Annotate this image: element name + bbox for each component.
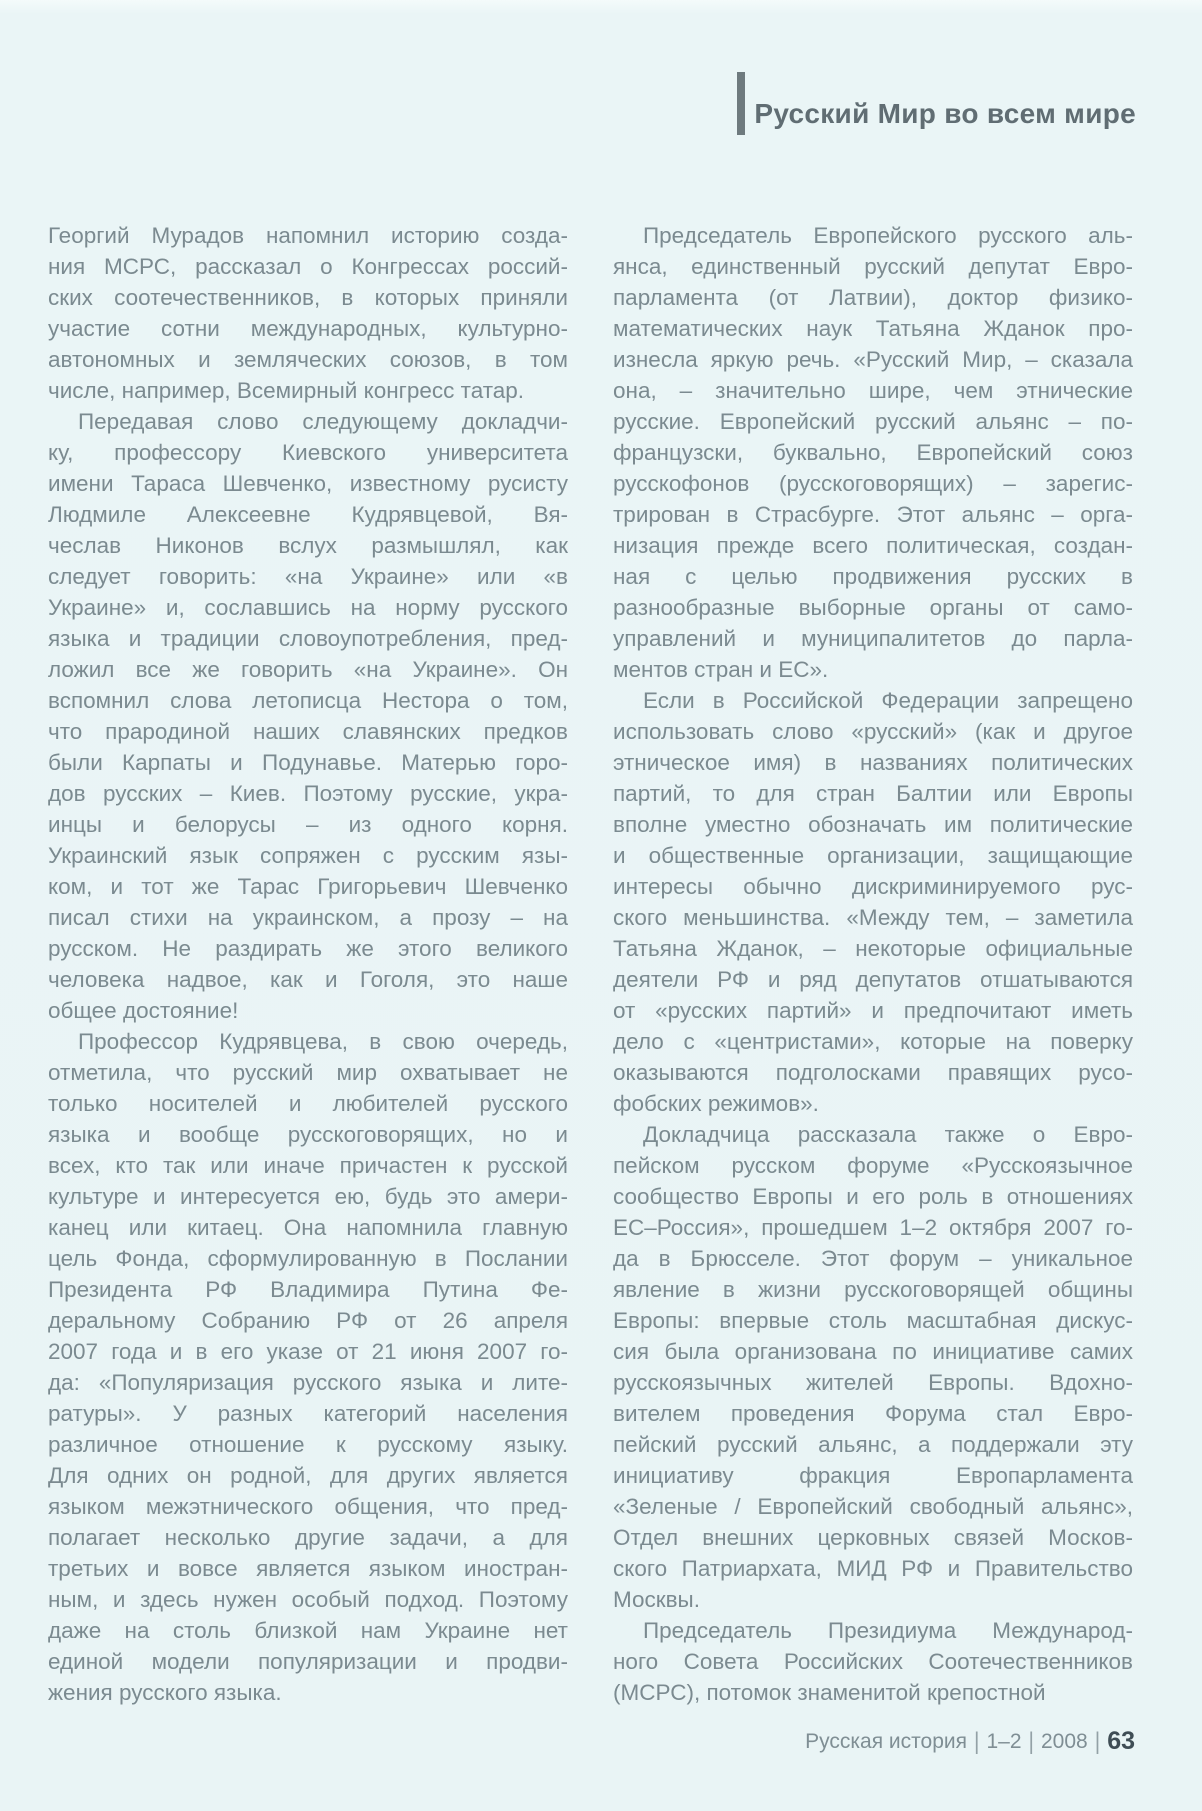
text-line: Москвы. xyxy=(613,1587,700,1612)
text-line: инцы и белорусы – из одного корня. xyxy=(48,812,568,837)
text-line: этническое имя) в названиях политических xyxy=(613,750,1133,775)
text-line: единой модели популяризации и продви- xyxy=(48,1649,568,1674)
text-line: использовать слово «русский» (как и другое xyxy=(613,719,1133,744)
text-line: языка и традиции словоупотребления, пред- xyxy=(48,626,568,651)
text-line: ная с целью продвижения русских в xyxy=(613,564,1133,589)
text-line: и общественные организации, защищающие xyxy=(613,843,1133,868)
footer-page-number: 63 xyxy=(1107,1727,1135,1755)
text-line: (МСРС), потомок знаменитой крепостной xyxy=(613,1680,1046,1705)
page-header xyxy=(737,72,1136,135)
text-line: интересы обычно дискриминируемого рус- xyxy=(613,874,1133,899)
text-line: 2007 года и в его указе от 21 июня 2007 го- xyxy=(48,1339,568,1364)
text-line: различное отношение к русскому языку. xyxy=(48,1432,568,1457)
text-line: сия была организована по инициативе самих xyxy=(613,1339,1133,1364)
text-line: писал стихи на украинском, а прозу – на xyxy=(48,905,568,930)
text-line: она, – значительно шире, чем этнические xyxy=(613,378,1133,403)
text-line: русскоязычных жителей Европы. Вдохно- xyxy=(613,1370,1133,1395)
text-line: русском. Не раздирать же этого великого xyxy=(48,936,568,961)
paragraph xyxy=(613,685,1133,1119)
text-line: пейском русском форуме «Русскоязычное xyxy=(613,1153,1133,1178)
text-line: имени Тараса Шевченко, известному русисту xyxy=(48,471,568,496)
text-line: оказываются подголосками правящих русо- xyxy=(613,1060,1133,1085)
text-line: разнообразные выборные органы от само- xyxy=(613,595,1133,620)
text-line: только носителей и любителей русского xyxy=(48,1091,568,1116)
text-line: явление в жизни русскоговорящей общины xyxy=(613,1277,1133,1302)
text-line: вителем проведения Форума стал Евро- xyxy=(613,1401,1133,1426)
paragraph xyxy=(613,1119,1133,1615)
text-line: чеслав Никонов вслух размышлял, как xyxy=(48,533,568,558)
text-line: Профессор Кудрявцева, в свою очередь, xyxy=(78,1029,568,1054)
text-line: пейский русский альянс, а поддержали эту xyxy=(613,1432,1133,1457)
text-line: ком, и тот же Тарас Григорьевич Шевченко xyxy=(48,874,568,899)
text-line: Если в Российской Федерации запрещено xyxy=(643,688,1133,713)
text-line: деральному Собранию РФ от 26 апреля xyxy=(48,1308,568,1333)
footer-separator: | xyxy=(974,1728,980,1755)
text-line: сообщество Европы и его роль в отношениях xyxy=(613,1184,1133,1209)
text-line: Для одних он родной, для других является xyxy=(48,1463,568,1488)
text-line: изнесла яркую речь. «Русский Мир, – сказала xyxy=(613,347,1133,372)
text-line: да: «Популяризация русского языка и лите- xyxy=(48,1370,568,1395)
text-line: ского меньшинства. «Между тем, – заметила xyxy=(613,905,1133,930)
footer-issue: 1–2 xyxy=(986,1730,1022,1753)
text-line: Людмиле Алексеевне Кудрявцевой, Вя- xyxy=(48,502,568,527)
text-line: числе, например, Всемирный конгресс татар. xyxy=(48,378,525,403)
footer-year: 2008 xyxy=(1041,1730,1088,1753)
text-line: ского Патриархата, МИД РФ и Правительство xyxy=(613,1556,1133,1581)
text-line: канец или китаец. Она напомнила главную xyxy=(48,1215,568,1240)
text-line: ным, и здесь нужен особый подход. Поэтому xyxy=(48,1587,568,1612)
text-line: дов русских – Киев. Поэтому русские, укра- xyxy=(48,781,568,806)
text-line: что прародиной наших славянских предков xyxy=(48,719,568,744)
footer-journal-title: Русская история xyxy=(805,1730,968,1753)
text-line: русские. Европейский русский альянс – по- xyxy=(613,409,1133,434)
text-column-left xyxy=(48,220,568,1708)
text-line: языком межэтнического общения, что пред- xyxy=(48,1494,568,1519)
text-line: трирован в Страсбурге. Этот альянс – орга- xyxy=(613,502,1133,527)
text-line: ментов стран и ЕС». xyxy=(613,657,829,682)
text-line: автономных и земляческих союзов, в том xyxy=(48,347,568,372)
text-line: Татьяна Жданок, – некоторые официальные xyxy=(613,936,1133,961)
text-line: янса, единственный русский депутат Евро- xyxy=(613,254,1133,279)
text-line: Президента РФ Владимира Путина Фе- xyxy=(48,1277,568,1302)
text-line: общее достояние! xyxy=(48,998,239,1023)
text-line: Председатель Европейского русского аль- xyxy=(643,223,1133,248)
text-line: ку, профессору Киевского университета xyxy=(48,440,568,465)
text-line: Отдел внешних церковных связей Москов- xyxy=(613,1525,1133,1550)
text-line: Передавая слово следующему докладчи- xyxy=(78,409,568,434)
paragraph xyxy=(613,220,1133,685)
text-line: ложил все же говорить «на Украине». Он xyxy=(48,657,568,682)
paragraph xyxy=(48,406,568,1026)
text-line: Европы: впервые столь масштабная дискус- xyxy=(613,1308,1133,1333)
page-title: Русский Мир во всем мире xyxy=(754,98,1136,129)
text-line: культуре и интересуется ею, будь это амери- xyxy=(48,1184,568,1209)
text-line: управлений и муниципалитетов до парла- xyxy=(613,626,1133,651)
text-line: человека надвое, как и Гоголя, это наше xyxy=(48,967,568,992)
text-line: ратуры». У разных категорий населения xyxy=(48,1401,568,1426)
text-line: вспомнил слова летописца Нестора о том, xyxy=(48,688,568,713)
text-line: полагает несколько другие задачи, а для xyxy=(48,1525,568,1550)
footer-separator: | xyxy=(1094,1728,1101,1755)
text-line: Украинский язык сопряжен с русским язы- xyxy=(48,843,568,868)
text-line: русскофонов (русскоговорящих) – зарегис- xyxy=(613,471,1133,496)
text-line: ного Совета Российских Соотечественников xyxy=(613,1649,1133,1674)
text-line: ния МСРС, рассказал о Конгрессах россий- xyxy=(48,254,568,279)
text-line: цель Фонда, сформулированную в Послании xyxy=(48,1246,568,1271)
header-accent-bar xyxy=(737,72,745,135)
text-line: французски, буквально, Европейский союз xyxy=(613,440,1133,465)
text-line: инициативу фракция Европарламента xyxy=(613,1463,1133,1488)
text-line: Георгий Мурадов напомнил историю созда- xyxy=(48,223,568,248)
page-footer xyxy=(805,1727,1135,1756)
text-line: третьих и вовсе является языком иностран- xyxy=(48,1556,568,1581)
text-line: «Зеленые / Европейский свободный альянс», xyxy=(613,1494,1133,1519)
text-line: деятели РФ и ряд депутатов отшатываются xyxy=(613,967,1133,992)
text-line: всех, кто так или иначе причастен к русской xyxy=(48,1153,568,1178)
text-line: математических наук Татьяна Жданок про- xyxy=(613,316,1133,341)
text-line: от «русских партий» и предпочитают иметь xyxy=(613,998,1133,1023)
paragraph xyxy=(613,1615,1133,1708)
text-line: были Карпаты и Подунавье. Матерью горо- xyxy=(48,750,568,775)
text-line: участие сотни международных, культурно- xyxy=(48,316,568,341)
text-line: партий, то для стран Балтии или Европы xyxy=(613,781,1133,806)
text-line: отметила, что русский мир охватывает не xyxy=(48,1060,568,1085)
text-line: жения русского языка. xyxy=(48,1680,282,1705)
text-line: фобских режимов». xyxy=(613,1091,819,1116)
text-line: Докладчица рассказала также о Евро- xyxy=(643,1122,1133,1147)
text-line: Украине» и, сославшись на норму русского xyxy=(48,595,568,620)
text-column-right xyxy=(613,220,1133,1708)
text-line: ских соотечественников, в которых приняли xyxy=(48,285,568,310)
footer-separator: | xyxy=(1028,1728,1034,1755)
text-line: дело с «центристами», которые на поверку xyxy=(613,1029,1133,1054)
text-line: следует говорить: «на Украине» или «в xyxy=(48,564,568,589)
text-line: языка и вообще русскоговорящих, но и xyxy=(48,1122,568,1147)
text-line: да в Брюсселе. Этот форум – уникальное xyxy=(613,1246,1133,1271)
text-line: ЕС–Россия», прошедшем 1–2 октября 2007 го- xyxy=(613,1215,1133,1240)
text-line: Председатель Президиума Международ- xyxy=(643,1618,1133,1643)
paragraph xyxy=(48,220,568,406)
text-line: вполне уместно обозначать им политические xyxy=(613,812,1133,837)
text-line: даже на столь близкой нам Украине нет xyxy=(48,1618,568,1643)
text-line: низация прежде всего политическая, создан- xyxy=(613,533,1133,558)
paragraph xyxy=(48,1026,568,1708)
text-line: парламента (от Латвии), доктор физико- xyxy=(613,285,1133,310)
